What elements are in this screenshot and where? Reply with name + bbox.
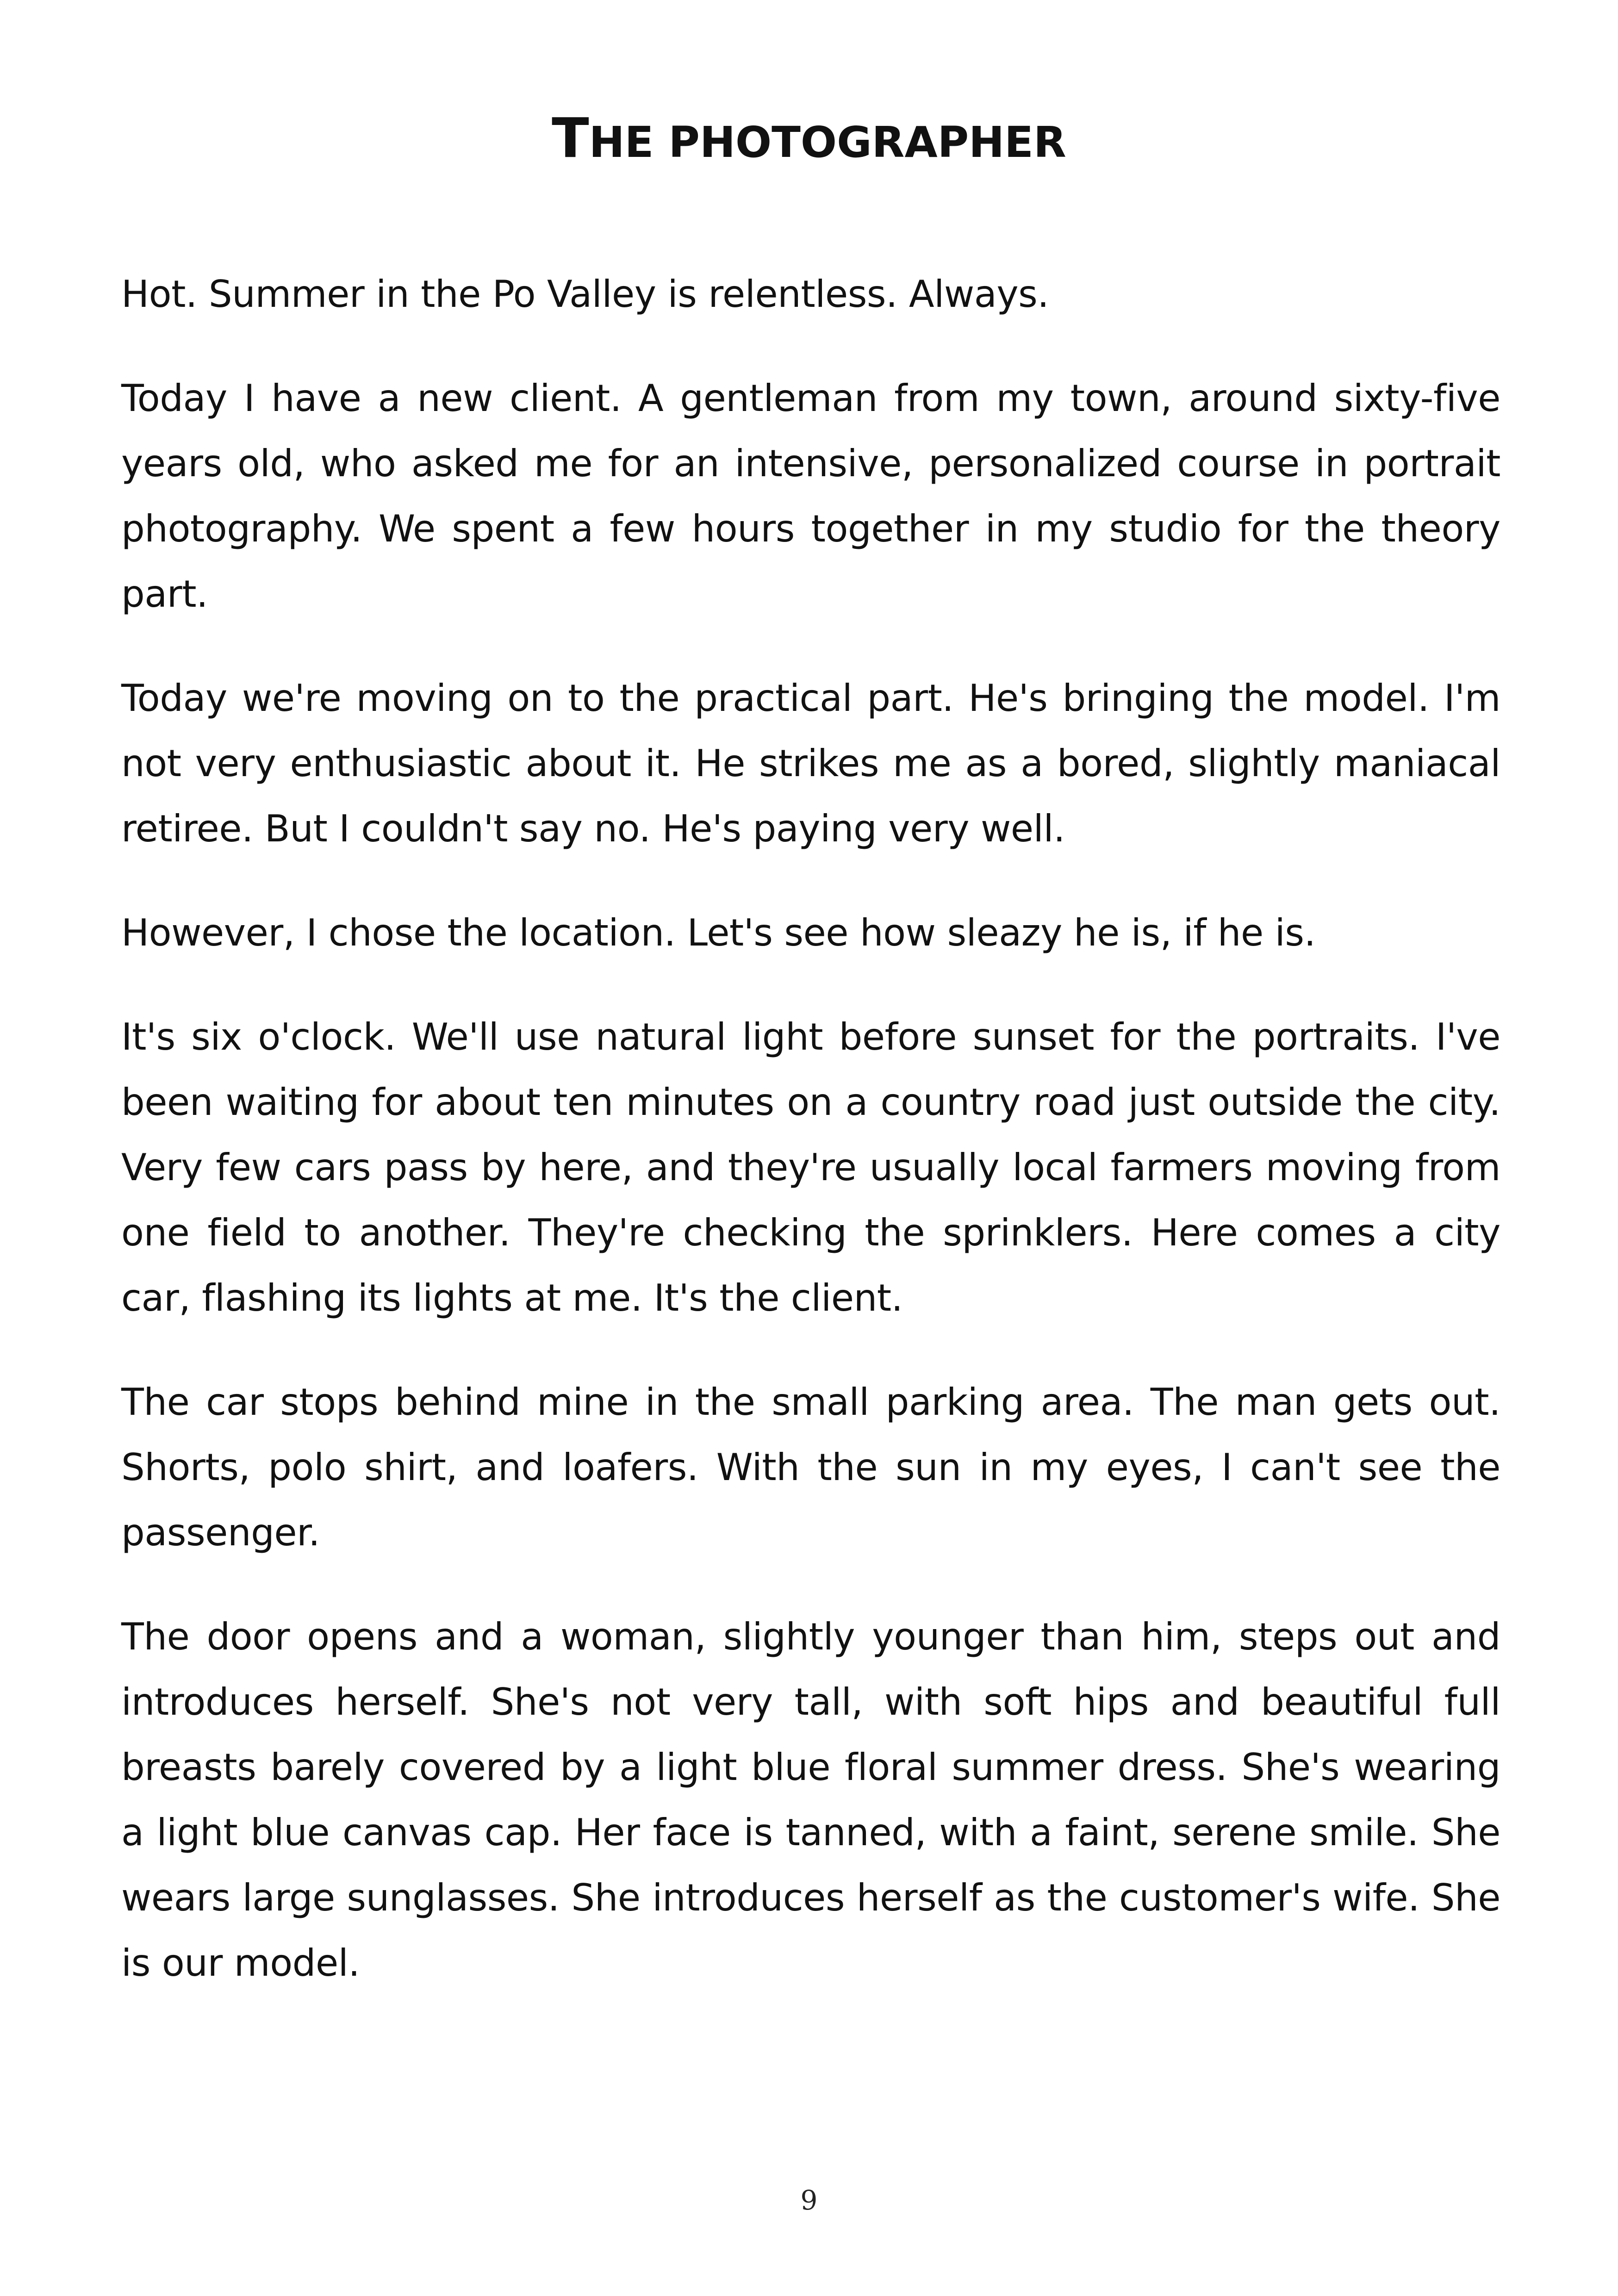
chapter-title	[0, 106, 1618, 170]
body-text	[121, 261, 1500, 2035]
page-number: 9	[800, 2184, 818, 2216]
chapter-title-rest: HE PHOTOGRAPHER	[589, 118, 1066, 168]
paragraph: Today I have a new client. A gentleman from my town, around sixty-five years old, who asked me for an intensive, personalized course in portrait photography. We spent a few hours together in my studio for the theory part.	[121, 377, 1500, 616]
chapter-title-initial: T	[552, 106, 589, 170]
paragraph: Hot. Summer in the Po Valley is relentless. Always.	[121, 273, 1049, 316]
paragraph: It's six o'clock. We'll use natural light before sunset for the portraits. I've been waiting for about ten minutes on a country road just outside the city. Very few cars pass by here, and they're usually local farmers moving from one field to another. They're checking the sprinklers. Here comes a city car, flashing its lights at me. It's the client.	[121, 1015, 1500, 1319]
paragraph: The car stops behind mine in the small parking area. The man gets out. Shorts, polo shirt, and loafers. With the sun in my eyes, I can't see the passenger.	[121, 1381, 1500, 1554]
paragraph: Today we're moving on to the practical part. He's bringing the model. I'm not very enthusiastic about it. He strikes me as a bored, slightly maniacal retiree. But I couldn't say no. He's paying very well.	[121, 677, 1500, 850]
paragraph: The door opens and a woman, slightly younger than him, steps out and introduces herself. She's not very tall, with soft hips and beautiful full breasts barely covered by a light blue floral summer dress. She's wearing a light blue canvas cap. Her face is tanned, with a faint, serene smile. She wears large sunglasses. She introduces herself as the customer's wife. She is our model.	[121, 1615, 1500, 1985]
paragraph: However, I chose the location. Let's see how sleazy he is, if he is.	[121, 911, 1316, 954]
